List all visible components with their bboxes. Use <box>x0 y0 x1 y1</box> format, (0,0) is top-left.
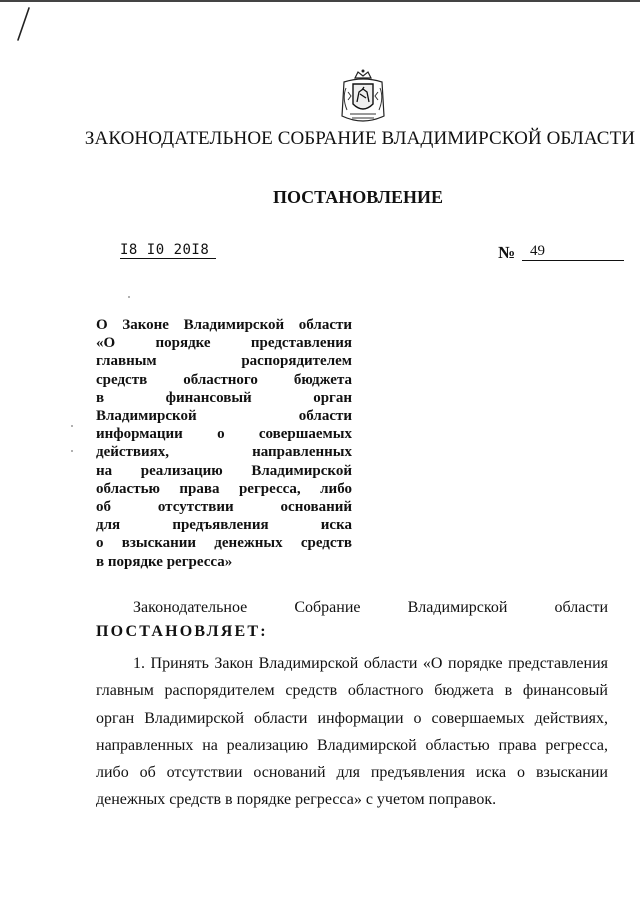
subject-line: информации о совершаемых <box>96 426 352 443</box>
scan-top-border <box>0 0 640 2</box>
subject-line: «О порядке представления <box>96 335 352 352</box>
subject-line: средств областного бюджета <box>96 371 352 388</box>
subject-line: об отсутствии оснований <box>96 499 352 516</box>
document-subject <box>96 316 352 571</box>
subject-line: О Законе Владимирской области <box>96 317 352 333</box>
organization-title: ЗАКОНОДАТЕЛЬНОЕ СОБРАНИЕ ВЛАДИМИРСКОЙ ОБЛАСТИ <box>84 128 636 149</box>
number-sign: № <box>498 243 516 262</box>
subject-line: в финансовый орган <box>96 389 352 406</box>
handwritten-slash-mark <box>14 6 32 42</box>
enacting-body: Законодательное Собрание Владимирской области <box>133 599 608 616</box>
number-value: 49 <box>522 243 624 261</box>
subject-line: Владимирской области <box>96 408 352 425</box>
resolution-paragraph-1: 1. Принять Закон Владимирской области «О порядке представления главным распорядителем средств областного бюджета в финансовый орган Владимирской области информации о совершаемых действиях, направленных на реализацию Владимирской областью права регресса, либо об отсутствии оснований для предъявления иска о взыскании денежных средств в порядке регресса» с учетом поправок. <box>96 655 608 809</box>
scan-speck <box>71 450 73 452</box>
subject-line: для предъявления иска <box>96 517 352 534</box>
subject-line: на реализацию Владимирской <box>96 462 352 479</box>
subject-line: действиях, направленных <box>96 444 352 461</box>
coat-of-arms-icon <box>338 68 388 128</box>
document-date: I8 I0 20I8 <box>120 242 216 259</box>
document-number <box>498 243 616 263</box>
subject-line: о взыскании денежных средств <box>96 535 352 552</box>
scan-speck <box>71 425 73 427</box>
document-type-title: ПОСТАНОВЛЕНИЕ <box>272 187 444 207</box>
enacting-verb: ПОСТАНОВЛЯЕТ: <box>96 623 268 640</box>
scan-speck <box>128 296 130 298</box>
subject-line: областью права регресса, либо <box>96 480 352 497</box>
subject-line: главным распорядителем <box>96 353 352 370</box>
subject-line: в порядке регресса» <box>96 553 233 570</box>
